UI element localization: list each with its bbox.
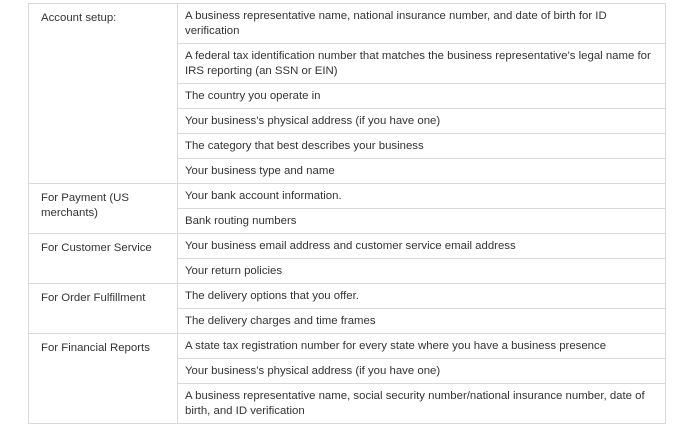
requirement-item: The country you operate in: [178, 84, 666, 109]
requirements-table: [28, 3, 666, 424]
table-row: [29, 234, 666, 259]
requirement-item: Your business’s physical address (if you have one): [178, 359, 666, 384]
requirement-item: Your bank account information.: [178, 184, 666, 209]
requirement-item: Bank routing numbers: [178, 209, 666, 234]
requirement-item: Your business email address and customer service email address: [178, 234, 666, 259]
requirement-item: Your business type and name: [178, 159, 666, 184]
requirement-item: The delivery charges and time frames: [178, 309, 666, 334]
requirement-item: Your return policies: [178, 259, 666, 284]
table-row: [29, 334, 666, 359]
category-customer-service: For Customer Service: [29, 234, 178, 284]
table-row: [29, 284, 666, 309]
requirement-item: The category that best describes your business: [178, 134, 666, 159]
requirement-item: The delivery options that you offer.: [178, 284, 666, 309]
table-row: [29, 184, 666, 209]
requirement-item: A state tax registration number for every state where you have a business presence: [178, 334, 666, 359]
requirement-item: Your business’s physical address (if you have one): [178, 109, 666, 134]
category-payment: For Payment (US merchants): [29, 184, 178, 234]
category-order-fulfillment: For Order Fulfillment: [29, 284, 178, 334]
category-financial-reports: For Financial Reports: [29, 334, 178, 424]
requirement-item: A business representative name, national insurance number, and date of birth for ID verification: [178, 4, 666, 44]
requirement-item: A business representative name, social security number/national insurance number, date of birth, and ID verification: [178, 384, 666, 424]
table-row: [29, 4, 666, 44]
requirement-item: A federal tax identification number that matches the business representative’s legal name for IRS reporting (an SSN or EIN): [178, 44, 666, 84]
category-account-setup: Account setup:: [29, 4, 178, 184]
